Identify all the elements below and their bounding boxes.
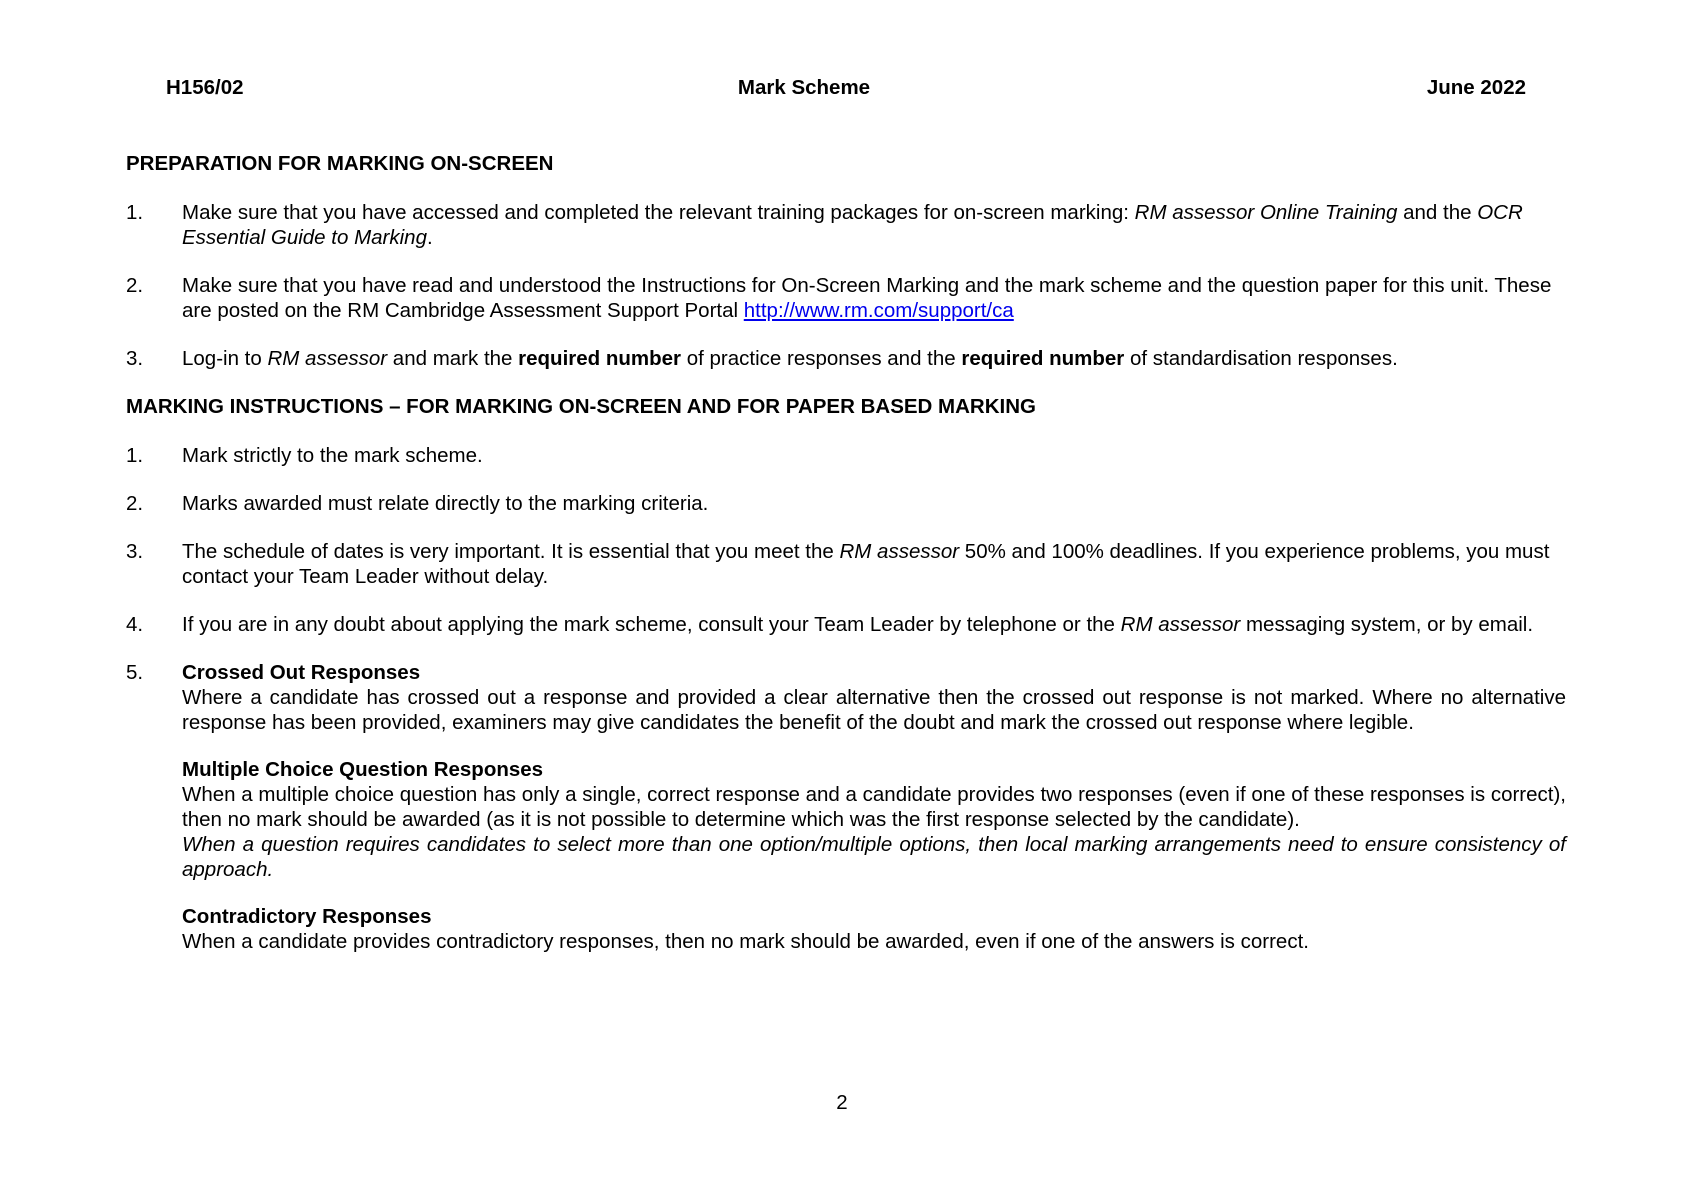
italic-text: RM assessor Online Training <box>1134 201 1398 224</box>
marking-item-3 <box>126 539 1566 589</box>
marking-item-4 <box>126 612 1566 637</box>
page-content <box>126 151 1566 977</box>
bold-text: required number <box>961 347 1125 370</box>
text: Marks awarded must relate directly to the marking criteria. <box>182 492 709 515</box>
prep-item-3 <box>126 346 1566 371</box>
list-number: 1. <box>126 201 144 224</box>
text: If you are in any doubt about applying the mark scheme, consult your Team Leader by telephone or the <box>182 613 1121 636</box>
marking-section-title: MARKING INSTRUCTIONS – FOR MARKING ON-SCREEN AND FOR PAPER BASED MARKING <box>126 395 1036 418</box>
marking-item-5 <box>126 660 1566 954</box>
text: Make sure that you have accessed and completed the relevant training packages for on-screen marking: <box>182 201 1135 224</box>
text: Make sure that you have read and understood the Instructions for On-Screen Marking and the mark scheme and the question paper for this unit. These are posted on the RM Cambridge Assessment Support Portal <box>182 274 1552 322</box>
prep-list <box>126 200 1566 371</box>
list-number: 3. <box>126 540 144 563</box>
support-portal-link[interactable]: http://www.rm.com/support/ca <box>743 299 1014 322</box>
marking-list <box>126 443 1566 954</box>
bold-text: required number <box>518 347 682 370</box>
text: 50% and 100% deadlines. If you experience problems, you must contact your Team Leader without delay. <box>182 540 1550 588</box>
list-number: 4. <box>126 613 144 636</box>
header-date: June 2022 <box>1426 76 1526 99</box>
contradictory-text: When a candidate provides contradictory responses, then no mark should be awarded, even if one of the answers is correct. <box>182 930 1309 953</box>
mcq-title: Multiple Choice Question Responses <box>182 758 544 781</box>
mcq-text: When a multiple choice question has only a single, correct response and a candidate provides two responses (even if one of these responses is correct), then no mark should be awarded (as it is not possible to determine which was the first response selected by the candidate). <box>182 783 1566 831</box>
italic-text: RM assessor <box>839 540 960 563</box>
mcq-block <box>182 757 1566 882</box>
text: and mark the <box>387 347 519 370</box>
text: Log-in to <box>182 347 268 370</box>
crossed-out-text: Where a candidate has crossed out a response and provided a clear alternative then the crossed out response is not marked. Where no alternative response has been provided, examiners may give candidates the benefit of the doubt and mark the crossed out response where legible. <box>182 686 1566 734</box>
contradictory-block <box>182 904 1566 954</box>
crossed-out-block <box>182 660 1566 735</box>
marking-item-1 <box>126 443 1566 468</box>
header-title: Mark Scheme <box>737 76 871 99</box>
italic-text: RM assessor <box>267 347 388 370</box>
contradictory-title: Contradictory Responses <box>182 905 432 928</box>
marking-item-2 <box>126 491 1566 516</box>
page-number: 2 <box>836 1091 848 1114</box>
text: The schedule of dates is very important. It is essential that you meet the <box>182 540 840 563</box>
list-number: 2. <box>126 274 144 297</box>
prep-section-title: PREPARATION FOR MARKING ON-SCREEN <box>126 152 554 175</box>
italic-text: OCR Essential Guide to Marking <box>182 201 1523 249</box>
list-number: 2. <box>126 492 144 515</box>
text: . <box>426 226 433 249</box>
prep-item-1 <box>126 200 1566 250</box>
text: Mark strictly to the mark scheme. <box>182 444 483 467</box>
crossed-out-title: Crossed Out Responses <box>182 661 421 684</box>
text: and the <box>1397 201 1478 224</box>
prep-item-2 <box>126 273 1566 323</box>
mcq-italic-text: When a question requires candidates to select more than one option/multiple options, then local marking arrangements need to ensure consistency of approach. <box>182 833 1566 881</box>
text: of standardisation responses. <box>1124 347 1398 370</box>
italic-text: RM assessor <box>1120 613 1241 636</box>
text: messaging system, or by email. <box>1240 613 1534 636</box>
text: of practice responses and the <box>681 347 962 370</box>
list-number: 5. <box>126 661 144 684</box>
list-number: 3. <box>126 347 144 370</box>
list-number: 1. <box>126 444 144 467</box>
header-code: H156/02 <box>166 76 244 99</box>
